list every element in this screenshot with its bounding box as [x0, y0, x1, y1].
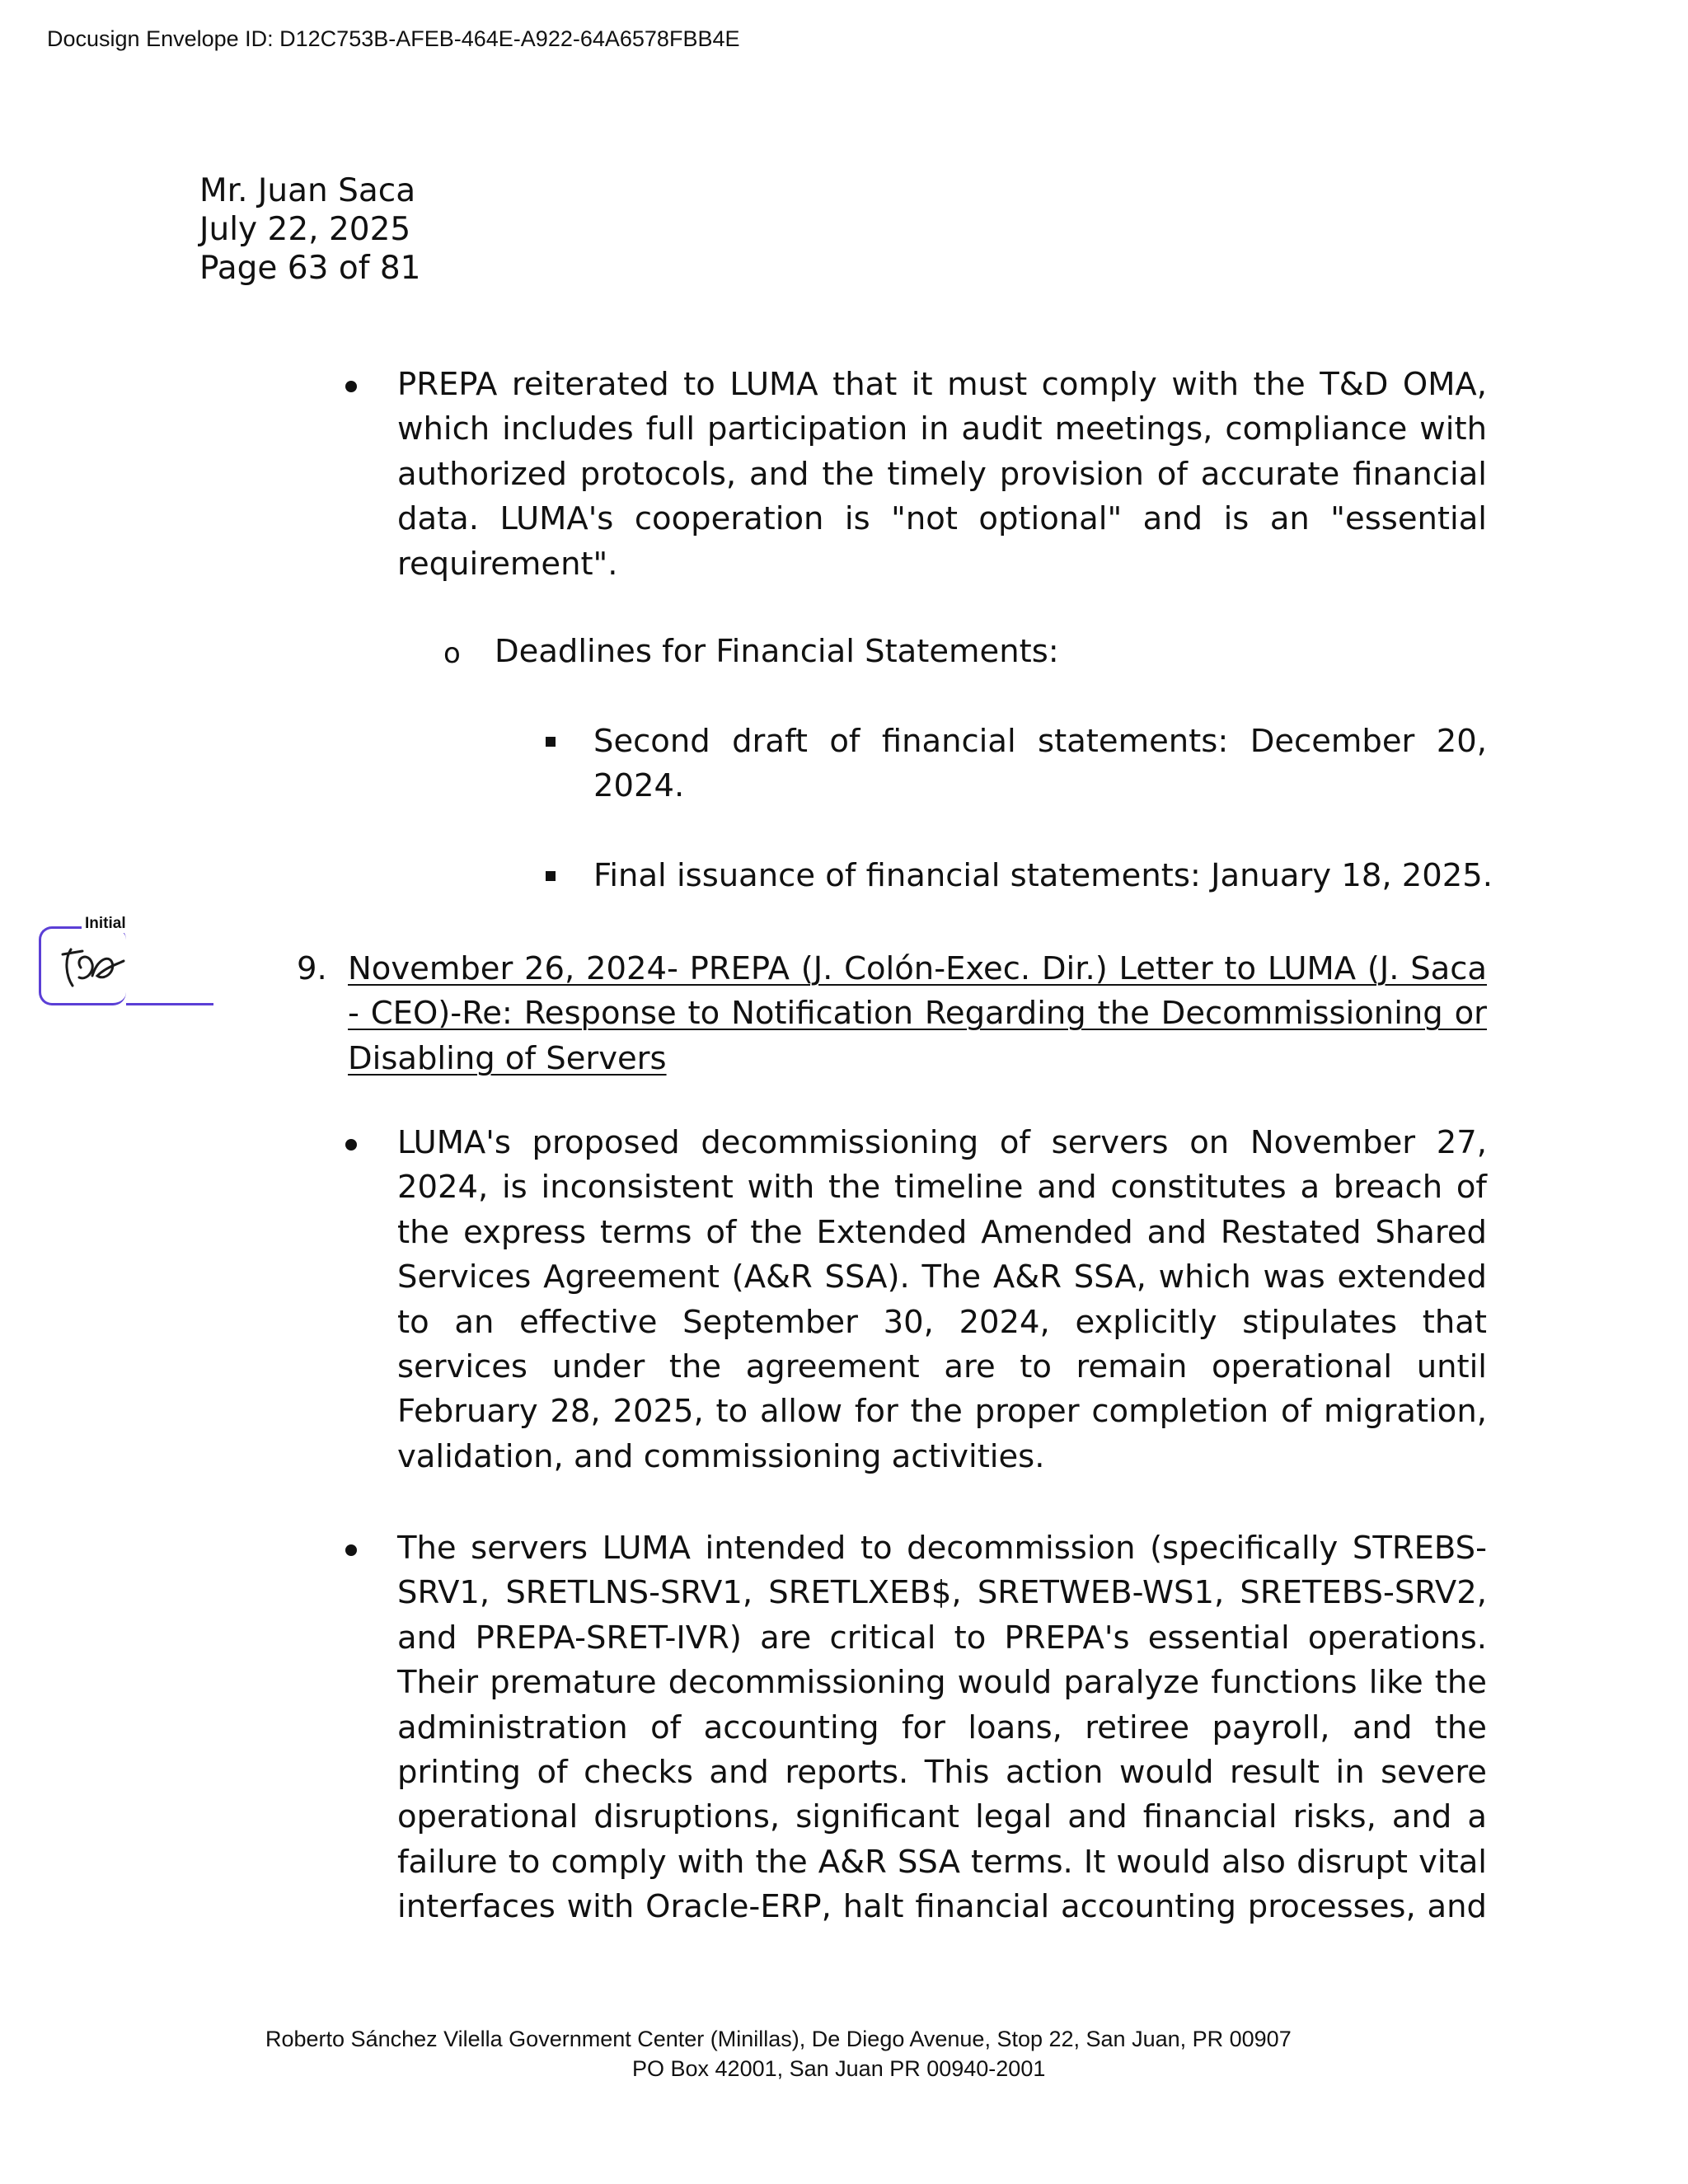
square-item-second-draft: Second draft of financial statements: December 20, 2024. — [593, 723, 1487, 805]
letter-date: July 22, 2025 — [199, 211, 411, 248]
page-number: Page 63 of 81 — [199, 250, 421, 287]
square-bullet-marker — [546, 737, 556, 747]
square-bullet-marker — [546, 871, 556, 881]
square-item-final-issuance: Final issuance of financial statements: January 18, 2025. — [593, 857, 1493, 894]
item-number: 9. — [297, 950, 327, 987]
sub-bullet-deadlines: Deadlines for Financial Statements: — [495, 633, 1059, 670]
letter-header — [199, 171, 420, 288]
envelope-id: Docusign Envelope ID: D12C753B-AFEB-464E-A922-64A6578FBB4E — [47, 26, 740, 51]
sub-bullet-marker: o — [443, 637, 461, 670]
bullet-decommissioning-breach: LUMA's proposed decommissioning of servers on November 27, 2024, is inconsistent with the timeline and constitutes a breach of the express terms of the Extended Amended and Restated Shared Services Agreement (A&R SSA). The A&R SSA, which was extended to an effective September 30, 2024, explicitly stipulates that services under the agreement are to remain operational until February 28, 2025, to allow for the proper completion of migration, validation, and commissioning activities. — [397, 1124, 1487, 1475]
initial-signature-icon — [56, 943, 130, 992]
item-9-heading: November 26, 2024- PREPA (J. Colón-Exec. Dir.) Letter to LUMA (J. Saca - CEO)-Re: Response to Notification Regarding the Decommissioning or Disabling of Servers — [348, 950, 1487, 1077]
bullet-marker — [345, 381, 357, 392]
footer-po-box: PO Box 42001, San Juan PR 00940-2001 — [632, 2056, 1046, 2081]
footer-address: Roberto Sánchez Vilella Government Center (Minillas), De Diego Avenue, Stop 22, San Juan, PR 00907 — [265, 2027, 1292, 2051]
initial-label: Initial — [82, 915, 129, 933]
recipient-name: Mr. Juan Saca — [199, 172, 416, 209]
bullet-audit-compliance: PREPA reiterated to LUMA that it must comply with the T&D OMA, which includes full participation in audit meetings, compliance with authorized protocols, and the timely provision of accurate financial data. LUMA's cooperation is "not optional" and is an "essential requirement". — [397, 366, 1487, 583]
bullet-marker — [345, 1544, 357, 1556]
bullet-marker — [345, 1139, 357, 1151]
bullet-critical-servers: The servers LUMA intended to decommission (specifically STREBS-SRV1, SRETLNS-SRV1, SRETLXEB$, SRETWEB-WS1, SRETEBS-SRV2, and PREPA-SRET-IVR) are critical to PREPA's essential operations. Their premature decommissioning would paralyze functions like the administration of accounting for loans, retiree payroll, and the printing of checks and reports. This action would result in severe operational disruptions, significant legal and financial risks, and a failure to comply with the A&R SSA terms. It would also disrupt vital interfaces with Oracle-ERP, halt financial accounting processes, and — [397, 1530, 1487, 1926]
